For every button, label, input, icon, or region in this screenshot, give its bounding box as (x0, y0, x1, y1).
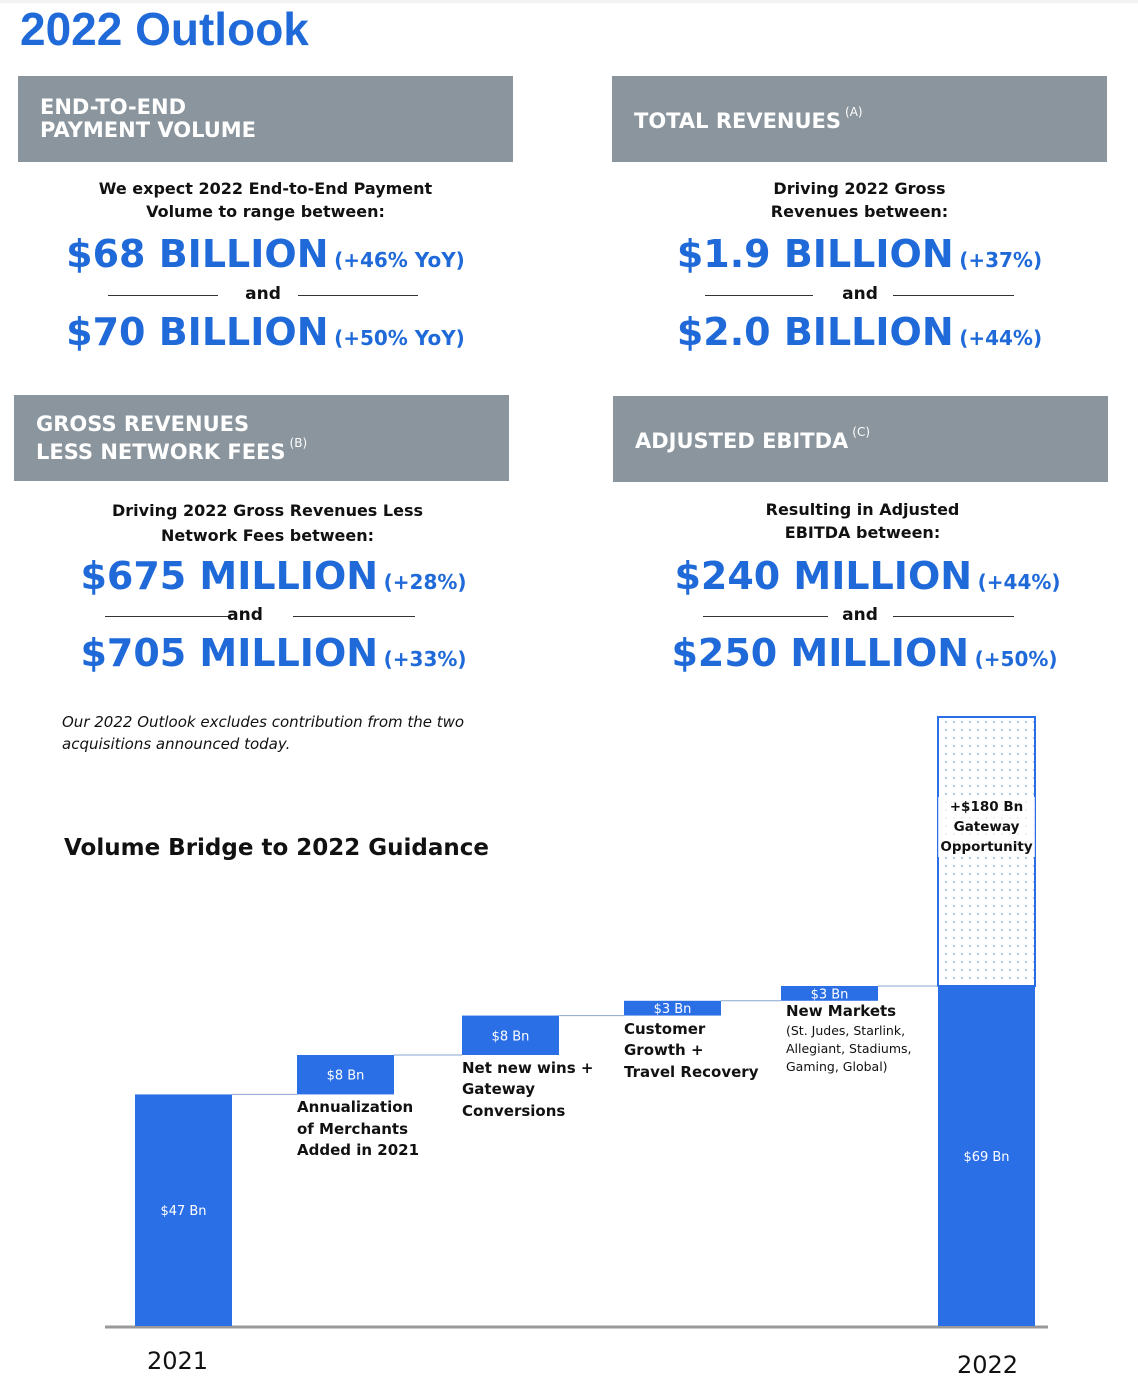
payment-volume-desc-line2: Volume to range between: (146, 202, 385, 221)
adjusted-ebitda-header-label: ADJUSTED EBITDA (635, 429, 849, 453)
adjusted-ebitda-low-amount: $240 MILLION (674, 554, 973, 598)
separator-line (893, 616, 1014, 617)
adjusted-ebitda-high-change: (+50%) (974, 647, 1058, 671)
separator-line (705, 295, 813, 296)
footnote-b: (B) (289, 435, 308, 450)
adjusted-ebitda-low-change: (+44%) (977, 570, 1061, 594)
year-label-2022: 2022 (957, 1351, 1019, 1379)
payment-volume-low-change: (+46% YoY) (334, 248, 465, 272)
category-label-3: Customer Growth + Travel Recovery (624, 1019, 759, 1081)
gross-revenues-header-line2-wrap (36, 436, 509, 464)
separator-line (108, 295, 218, 296)
adjusted-ebitda-header (613, 396, 1108, 482)
gross-revenues-desc-line1: Driving 2022 Gross Revenues Less (112, 501, 423, 520)
gross-revenues-header-line2: LESS NETWORK FEES (36, 439, 286, 464)
bar-value-label-1: $8 Bn (326, 1068, 365, 1084)
adjusted-ebitda-header-text (635, 425, 1108, 453)
gross-revenues-description (20, 498, 515, 548)
payment-volume-low-amount: $68 BILLION (66, 232, 329, 276)
payment-volume-description (18, 177, 513, 223)
bridge-title: Volume Bridge to 2022 Guidance (64, 835, 490, 861)
total-revenues-header-label: TOTAL REVENUES (634, 109, 842, 133)
footnote-c: (C) (852, 425, 871, 439)
bar-value-label-5: $69 Bn (963, 1150, 1010, 1165)
payment-volume-header-line1: END-TO-END (40, 95, 187, 119)
total-revenues-low-change: (+37%) (959, 248, 1043, 272)
total-revenues-desc-line2: Revenues between: (770, 202, 949, 221)
gateway-label-line-0: +$180 Bn (949, 799, 1024, 815)
total-revenues-header-text (634, 105, 1107, 133)
bar-value-label-4: $3 Bn (810, 987, 849, 1003)
page-title: 2022 Outlook (20, 3, 309, 55)
payment-volume-high-amount: $70 BILLION (66, 310, 329, 354)
adjusted-ebitda-low (620, 554, 1115, 598)
adjusted-ebitda-and: and (842, 605, 878, 625)
outlook-note: Our 2022 Outlook excludes contribution from the two acquisitions announced today. (62, 713, 465, 753)
total-revenues-high-amount: $2.0 BILLION (676, 310, 954, 354)
payment-volume-desc-line1: We expect 2022 End-to-End Payment (98, 179, 433, 198)
total-revenues-low-amount: $1.9 BILLION (676, 232, 954, 276)
separator-line (703, 616, 828, 617)
bar-value-label-2: $8 Bn (491, 1029, 530, 1045)
payment-volume-header (18, 76, 513, 162)
gateway-label-line-2: Opportunity (940, 839, 1033, 855)
total-revenues-description (612, 177, 1107, 223)
gross-revenues-low-amount: $675 MILLION (80, 554, 379, 598)
separator-line (298, 295, 418, 296)
gateway-opportunity-label (938, 797, 1035, 857)
separator-line (893, 295, 1014, 296)
payment-volume-low (18, 232, 513, 276)
total-revenues-and: and (842, 284, 878, 304)
total-revenues-high-change: (+44%) (959, 326, 1043, 350)
total-revenues-low (612, 232, 1107, 276)
total-revenues-high (612, 310, 1107, 354)
category-label-2: Net new wins + Gateway Conversions (462, 1058, 594, 1120)
payment-volume-and: and (245, 284, 281, 304)
category-label-4: New Markets (St. Judes, Starlink, Allegiant, Stadiums, Gaming, Global) (786, 1001, 912, 1075)
gross-revenues-header (14, 395, 509, 481)
adjusted-ebitda-high-amount: $250 MILLION (671, 631, 970, 675)
separator-line (105, 616, 230, 617)
bar-value-label-3: $3 Bn (653, 1002, 692, 1018)
gross-revenues-desc-line2: Network Fees between: (160, 526, 375, 545)
gross-revenues-and: and (227, 605, 263, 625)
payment-volume-header-line2: PAYMENT VOLUME (40, 118, 257, 142)
gross-revenues-header-line1: GROSS REVENUES (36, 411, 250, 436)
gross-revenues-high-change: (+33%) (383, 647, 467, 671)
gateway-label-line-1: Gateway (953, 819, 1020, 835)
payment-volume-high (18, 310, 513, 354)
payment-volume-high-change: (+50% YoY) (334, 326, 465, 350)
adjusted-ebitda-high (617, 631, 1112, 675)
category-label-1: Annualization of Merchants Added in 2021 (297, 1098, 420, 1160)
bar-value-label-0: $47 Bn (160, 1204, 207, 1220)
total-revenues-desc-line1: Driving 2022 Gross (773, 179, 946, 198)
footnote-a: (A) (845, 105, 863, 119)
gross-revenues-low (26, 554, 521, 598)
gross-revenues-low-change: (+28%) (383, 570, 467, 594)
total-revenues-header (612, 76, 1107, 162)
year-label-2021: 2021 (147, 1347, 209, 1375)
gross-revenues-high-amount: $705 MILLION (80, 631, 379, 675)
adjusted-ebitda-desc-line2: EBITDA between: (784, 523, 941, 542)
gross-revenues-high (26, 631, 521, 675)
adjusted-ebitda-desc-line1: Resulting in Adjusted (765, 500, 960, 519)
separator-line (293, 616, 415, 617)
adjusted-ebitda-description (615, 498, 1110, 544)
